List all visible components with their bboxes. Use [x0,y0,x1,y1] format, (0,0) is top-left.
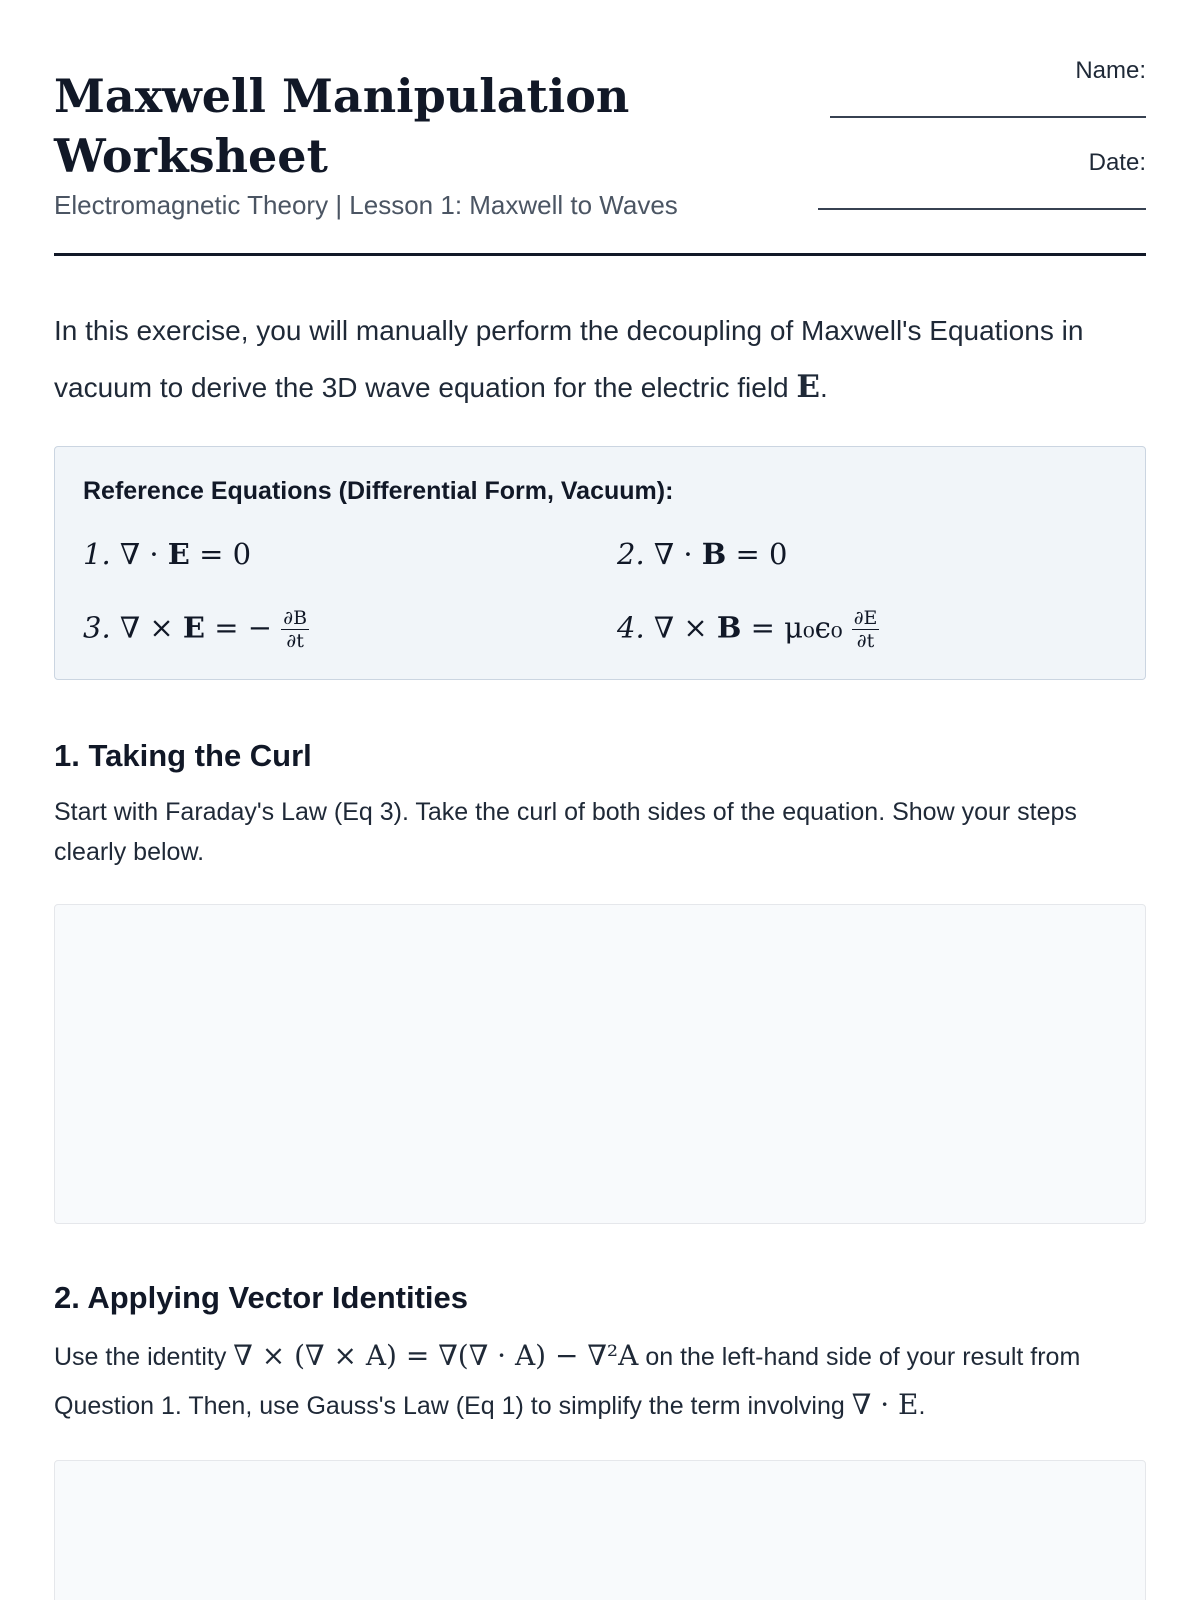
fraction-numerator: ∂E [853,607,878,629]
equation-gauss-law [83,537,251,571]
equation-number: 1. [83,537,111,571]
page-title: Maxwell Manipulation Worksheet [54,69,630,183]
equation-rhs: = μ₀ϵ₀ [741,610,843,645]
equation-number: 4. [617,610,645,645]
section-2-text-after: on the left-hand side of your result from Question 1. Then, use Gauss's Law (Eq 1) to simplify the term involving [54,1343,1081,1420]
divergence-term: ∇ · E [851,1388,919,1421]
intro-field-symbol: E [796,369,821,405]
section-1-heading: 1. Taking the Curl [54,738,312,773]
equation-rhs: = 0 [189,537,252,571]
equation-operator: ∇ × [119,610,183,645]
equation-rhs: = − [204,610,273,645]
worksheet-header [54,0,1146,256]
equation-operator: ∇ · [119,537,168,571]
equation-ampere-maxwell [617,607,879,652]
equation-field: B [701,537,727,571]
section-2-heading: 2. Applying Vector Identities [54,1280,468,1315]
answer-box-2[interactable] [54,1460,1146,1600]
equation-faraday-law [83,607,309,652]
reference-equations-box [54,446,1146,680]
section-1-instructions: Start with Faraday's Law (Eq 3). Take the curl of both sides of the equation. Show your steps clearly below. [54,798,1077,866]
reference-title: Reference Equations (Differential Form, Vacuum): [83,477,674,505]
equation-field: B [716,610,742,645]
equation-gauss-magnetism [617,537,788,571]
section-2-text-before: Use the identity [54,1343,227,1371]
vector-identity: ∇ × (∇ × A) = ∇(∇ · A) − ∇²A [233,1339,639,1372]
page-subtitle: Electromagnetic Theory | Lesson 1: Maxwell to Waves [54,190,678,220]
equation-operator: ∇ × [653,610,717,645]
date-field[interactable] [818,208,1146,210]
name-label: Name: [1075,57,1146,84]
name-field[interactable] [830,116,1146,118]
intro-text: In this exercise, you will manually perform the decoupling of Maxwell's Equations in vacuum to derive the 3D wave equation for the electric field [54,315,1084,403]
fraction-denominator: ∂t [286,630,304,652]
equation-number: 2. [617,537,645,571]
date-label: Date: [1088,149,1146,176]
fraction-numerator: ∂B [283,607,308,629]
equation-fraction [852,607,880,652]
section-2-instructions: Use the identity ∇ × (∇ × A) = ∇(∇ · A) − ∇²A on the left-hand side of your result from Question 1. Then, use Gauss's Law (Eq 1) to simplify the term involving ∇ · E. [54,1339,1081,1421]
equation-field: E [167,537,190,571]
answer-box-1[interactable] [54,904,1146,1224]
fraction-denominator: ∂t [856,630,875,652]
intro-paragraph: In this exercise, you will manually perform the decoupling of Maxwell's Equations in vacuum to derive the 3D wave equation for the electric field E. [54,315,1084,405]
student-info [806,56,1146,210]
equation-number: 3. [83,610,111,645]
equation-operator: ∇ · [653,537,702,571]
equation-field: E [182,610,205,645]
equation-fraction [281,607,309,652]
equation-rhs: = 0 [726,537,788,571]
